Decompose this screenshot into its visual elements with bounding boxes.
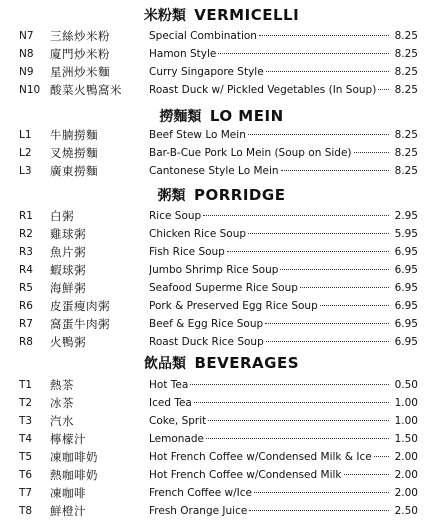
item-code: T6 [19, 469, 33, 481]
item-code: R3 [19, 246, 33, 258]
item-name-zh: 星洲炒米麵 [50, 65, 110, 79]
item-name-zh: 廣東撈麵 [50, 164, 98, 178]
item-description [149, 376, 391, 394]
item-code: L3 [19, 165, 32, 177]
item-name-en: Chicken Rice Soup [149, 228, 247, 240]
item-name-en: Fresh Orange Juice [149, 505, 248, 517]
dot-leader [203, 215, 389, 216]
dot-leader [249, 510, 389, 511]
item-code: N9 [19, 66, 34, 78]
item-price: 6.95 [394, 282, 418, 294]
item-name-en: Hot French Coffee w/Condensed Milk [149, 469, 342, 481]
item-code: N10 [19, 84, 41, 96]
item-code: T8 [19, 505, 33, 517]
section-title-beverages [0, 353, 443, 373]
item-name-en: Pork & Preserved Egg Rice Soup [149, 300, 318, 312]
item-name-en: Cantonese Style Lo Mein [149, 165, 279, 177]
menu-item-r4 [0, 261, 443, 279]
item-code: T2 [19, 397, 33, 409]
item-name-zh: 火鴨粥 [50, 335, 86, 349]
item-name-zh: 牛腩撈麵 [50, 128, 98, 142]
item-description [149, 63, 391, 81]
dot-leader [227, 251, 389, 252]
item-code: T5 [19, 451, 33, 463]
dot-leader [190, 384, 389, 385]
menu-item-r5 [0, 279, 443, 297]
item-price: 1.00 [394, 415, 418, 427]
item-code: R2 [19, 228, 33, 240]
dot-leader [344, 474, 390, 475]
item-name-en: Bar-B-Cue Pork Lo Mein (Soup on Side) [149, 147, 352, 159]
item-name-en: Hot French Coffee w/Condensed Milk & Ice [149, 451, 372, 463]
section-title-zh: 飲品類 [143, 356, 186, 372]
item-price: 6.95 [394, 336, 418, 348]
section-title-zh: 米粉類 [143, 8, 186, 24]
item-name-en: Roast Duck Rice Soup [149, 336, 264, 348]
section-title-en: VERMICELLI [194, 6, 300, 24]
item-code: R4 [19, 264, 33, 276]
item-name-en: Lemonade [149, 433, 204, 445]
menu-item-t4 [0, 430, 443, 448]
menu-item-r8 [0, 333, 443, 351]
menu-item-r2 [0, 225, 443, 243]
item-price: 5.95 [394, 228, 418, 240]
menu-item-r3 [0, 243, 443, 261]
item-description [149, 394, 391, 412]
item-name-zh: 廈門炒米粉 [50, 47, 110, 61]
item-code: N8 [19, 48, 34, 60]
section-title-zh: 粥類 [157, 188, 186, 204]
menu-item-t6 [0, 466, 443, 484]
item-code: R8 [19, 336, 33, 348]
section-title-en: BEVERAGES [194, 354, 299, 372]
menu-item-t7 [0, 484, 443, 502]
item-name-en: Seafood Superme Rice Soup [149, 282, 298, 294]
dot-leader [266, 71, 389, 72]
item-name-zh: 蝦球粥 [50, 263, 86, 277]
item-name-zh: 三絲炒米粉 [50, 29, 110, 43]
item-name-zh: 白粥 [50, 209, 74, 223]
item-description [149, 243, 391, 261]
item-name-zh: 酸菜火鴨窩米 [50, 83, 122, 97]
item-name-zh: 雞球粥 [50, 227, 86, 241]
menu-item-t5 [0, 448, 443, 466]
dot-leader [218, 53, 389, 54]
item-name-en: Jumbo Shrimp Rice Soup [149, 264, 279, 276]
dot-leader [254, 492, 389, 493]
item-price: 0.50 [394, 379, 418, 391]
dot-leader [194, 402, 389, 403]
item-code: R6 [19, 300, 33, 312]
dot-leader [248, 233, 389, 234]
item-code: R5 [19, 282, 33, 294]
dot-leader [280, 269, 389, 270]
menu-item-l1 [0, 126, 443, 144]
item-description [149, 279, 391, 297]
item-code: N7 [19, 30, 34, 42]
item-name-en: Curry Singapore Style [149, 66, 264, 78]
menu-item-r7 [0, 315, 443, 333]
item-name-zh: 凍咖啡 [50, 486, 86, 500]
item-price: 8.25 [394, 30, 418, 42]
item-code: T3 [19, 415, 33, 427]
menu-item-l3 [0, 162, 443, 180]
item-description [149, 412, 391, 430]
section-title-vermicelli [0, 5, 443, 25]
item-description [149, 144, 391, 162]
item-name-en: Iced Tea [149, 397, 192, 409]
menu-item-t3 [0, 412, 443, 430]
menu-item-n10 [0, 81, 443, 99]
item-description [149, 466, 391, 484]
item-price: 6.95 [394, 264, 418, 276]
item-description [149, 502, 391, 520]
menu-item-l2 [0, 144, 443, 162]
item-code: T1 [19, 379, 33, 391]
menu-item-t2 [0, 394, 443, 412]
item-price: 6.95 [394, 246, 418, 258]
dot-leader [281, 170, 389, 171]
menu-item-n9 [0, 63, 443, 81]
item-name-en: Coke, Sprit [149, 415, 207, 427]
dot-leader [374, 456, 389, 457]
item-name-en: Fish Rice Soup [149, 246, 225, 258]
item-price: 8.25 [394, 48, 418, 60]
item-price: 2.00 [394, 451, 418, 463]
menu-item-t8 [0, 502, 443, 520]
dot-leader [320, 305, 389, 306]
item-price: 1.50 [394, 433, 418, 445]
section-title-porridge [0, 185, 443, 205]
item-description [149, 297, 391, 315]
item-name-zh: 凍咖啡奶 [50, 450, 98, 464]
item-code: L2 [19, 147, 32, 159]
item-price: 1.00 [394, 397, 418, 409]
item-code: L1 [19, 129, 32, 141]
item-name-en: Beef & Egg Rice Soup [149, 318, 264, 330]
menu-item-n7 [0, 27, 443, 45]
item-name-en: Beef Stew Lo Mein [149, 129, 246, 141]
item-description [149, 126, 391, 144]
item-price: 2.95 [394, 210, 418, 222]
item-description [149, 430, 391, 448]
item-price: 6.95 [394, 318, 418, 330]
item-price: 8.25 [394, 84, 418, 96]
dot-leader [208, 420, 389, 421]
dot-leader [266, 341, 389, 342]
item-name-zh: 鮮橙汁 [50, 504, 86, 518]
item-name-zh: 窩蛋牛肉粥 [50, 317, 110, 331]
item-price: 2.50 [394, 505, 418, 517]
item-price: 2.00 [394, 487, 418, 499]
menu-item-n8 [0, 45, 443, 63]
dot-leader [206, 438, 389, 439]
section-title-en: LO MEIN [209, 107, 284, 125]
section-title-zh: 撈麵類 [159, 109, 202, 125]
item-price: 2.00 [394, 469, 418, 481]
item-description [149, 315, 391, 333]
dot-leader [300, 287, 389, 288]
item-name-en: Special Combination [149, 30, 257, 42]
item-code: T4 [19, 433, 33, 445]
item-code: R7 [19, 318, 33, 330]
item-description [149, 333, 391, 351]
menu-item-t1 [0, 376, 443, 394]
item-name-zh: 汽水 [50, 414, 74, 428]
item-price: 6.95 [394, 300, 418, 312]
section-title-en: PORRIDGE [194, 186, 286, 204]
section-title-lo-mein [0, 106, 443, 126]
menu-item-r1 [0, 207, 443, 225]
item-name-zh: 熱咖啡奶 [50, 468, 98, 482]
item-name-zh: 魚片粥 [50, 245, 86, 259]
dot-leader [265, 323, 389, 324]
dot-leader [354, 152, 389, 153]
item-name-zh: 皮蛋瘦肉粥 [50, 299, 110, 313]
item-name-zh: 冰茶 [50, 396, 74, 410]
item-name-zh: 熱茶 [50, 378, 74, 392]
item-code: T7 [19, 487, 33, 499]
item-name-zh: 叉燒撈麵 [50, 146, 98, 160]
dot-leader [378, 89, 389, 90]
menu-item-r6 [0, 297, 443, 315]
item-description [149, 162, 391, 180]
item-name-en: Rice Soup [149, 210, 202, 222]
item-price: 8.25 [394, 129, 418, 141]
item-description [149, 225, 391, 243]
item-code: R1 [19, 210, 33, 222]
item-name-en: Hot Tea [149, 379, 189, 391]
item-description [149, 207, 391, 225]
dot-leader [248, 134, 389, 135]
item-price: 8.25 [394, 147, 418, 159]
item-name-zh: 海鮮粥 [50, 281, 86, 295]
item-name-zh: 檸檬汁 [50, 432, 86, 446]
item-price: 8.25 [394, 66, 418, 78]
item-description [149, 484, 391, 502]
item-name-en: French Coffee w/Ice [149, 487, 252, 499]
item-description [149, 81, 391, 99]
item-description [149, 27, 391, 45]
dot-leader [259, 35, 389, 36]
item-description [149, 448, 391, 466]
item-name-en: Roast Duck w/ Pickled Vegetables (In Soup) [149, 84, 377, 96]
item-name-en: Hamon Style [149, 48, 217, 60]
item-price: 8.25 [394, 165, 418, 177]
item-description [149, 45, 391, 63]
item-description [149, 261, 391, 279]
